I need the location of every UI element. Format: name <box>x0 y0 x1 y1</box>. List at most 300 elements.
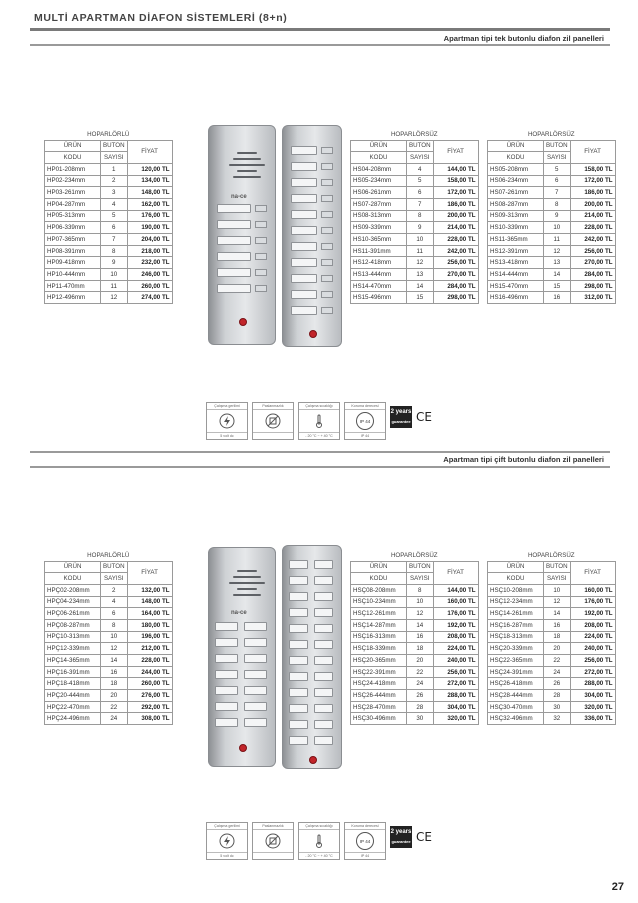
product-code: HSÇ30-496mm <box>351 713 407 725</box>
speaker-grill <box>237 570 257 572</box>
warranty-label: 2 years <box>390 829 412 835</box>
name-slot <box>289 576 308 585</box>
button-count: 16 <box>544 619 571 631</box>
button-count: 10 <box>407 596 434 608</box>
button-count: 8 <box>407 210 434 222</box>
button-count: 13 <box>544 257 571 269</box>
price: 256,00 TL <box>570 245 615 257</box>
table-row <box>45 210 173 222</box>
table-row <box>351 198 479 210</box>
column-header-count: BUTON <box>407 561 434 573</box>
bell-button <box>255 221 267 228</box>
section-subtitle: Apartman tipi çift butonlu diafon zil panelleri <box>443 455 604 464</box>
name-slot <box>244 638 267 647</box>
table-row <box>351 655 479 667</box>
price: 186,00 TL <box>433 198 478 210</box>
column-header-price: FİYAT <box>570 561 615 584</box>
product-code: HS12-391mm <box>488 245 544 257</box>
button-count: 13 <box>407 269 434 281</box>
button-count: 7 <box>407 198 434 210</box>
table-row <box>351 608 479 620</box>
product-code: HS13-418mm <box>488 257 544 269</box>
product-code: HSÇ16-313mm <box>351 631 407 643</box>
product-code: HP04-287mm <box>45 198 101 210</box>
button-count: 30 <box>544 701 571 713</box>
feature-value <box>253 852 293 859</box>
feature-value: IP 44 <box>345 852 385 859</box>
speaker-grill <box>233 576 261 578</box>
name-slot <box>314 640 333 649</box>
table-group-header: HOPARLÖRSÜZ <box>351 129 479 140</box>
price-table <box>487 550 616 725</box>
bell-button <box>321 227 333 234</box>
price: 276,00 TL <box>127 690 172 702</box>
product-code: HS16-496mm <box>488 292 544 304</box>
name-slot <box>314 672 333 681</box>
price: 162,00 TL <box>127 198 172 210</box>
page-number: 27 <box>611 881 624 893</box>
price: 312,00 TL <box>570 292 615 304</box>
bell-button <box>255 205 267 212</box>
product-code: HSÇ12-261mm <box>351 608 407 620</box>
column-header-code-sub: KODU <box>351 573 407 585</box>
table-row <box>351 619 479 631</box>
table-row <box>45 163 173 175</box>
button-count: 28 <box>544 690 571 702</box>
warranty-sub: guarantee <box>391 419 411 424</box>
button-count: 11 <box>407 245 434 257</box>
price: 284,00 TL <box>433 280 478 292</box>
price: 148,00 TL <box>127 596 172 608</box>
name-slot <box>244 654 267 663</box>
button-count: 6 <box>544 175 571 187</box>
product-code: HSÇ10-234mm <box>351 596 407 608</box>
button-count: 1 <box>101 163 128 175</box>
product-code: HSÇ10-208mm <box>488 584 544 596</box>
price: 270,00 TL <box>433 269 478 281</box>
column-header-count: BUTON <box>101 561 128 573</box>
price: 274,00 TL <box>127 292 172 304</box>
button-count: 26 <box>407 690 434 702</box>
table-group-header: HOPARLÖRLÜ <box>45 129 173 140</box>
table-row <box>45 187 173 199</box>
table-row <box>45 175 173 187</box>
price: 272,00 TL <box>433 678 478 690</box>
table-row <box>488 655 616 667</box>
bell-button <box>321 243 333 250</box>
table-row <box>488 666 616 678</box>
name-slot <box>291 162 317 171</box>
table-row <box>351 643 479 655</box>
feature-icon-box <box>206 822 248 860</box>
price: 298,00 TL <box>433 292 478 304</box>
table-row <box>45 596 173 608</box>
product-code: HS09-313mm <box>488 210 544 222</box>
name-slot <box>244 670 267 679</box>
speaker-grill <box>237 170 257 172</box>
product-code: HPÇ04-234mm <box>45 596 101 608</box>
speaker-grill <box>237 152 257 154</box>
price: 240,00 TL <box>570 643 615 655</box>
column-header-code: ÜRÜN <box>45 140 101 152</box>
name-slot <box>291 290 317 299</box>
price: 320,00 TL <box>433 713 478 725</box>
price: 244,00 TL <box>127 666 172 678</box>
feature-caption: Koruma derecesi <box>345 823 385 830</box>
ip-rating-icon <box>345 830 385 852</box>
feature-caption: Paslanmazlık <box>253 403 293 410</box>
product-code: HSÇ18-339mm <box>351 643 407 655</box>
table-row <box>488 269 616 281</box>
price: 172,00 TL <box>433 187 478 199</box>
table-group-header: HOPARLÖRLÜ <box>45 550 173 561</box>
button-count: 6 <box>101 222 128 234</box>
price: 242,00 TL <box>433 245 478 257</box>
name-slot <box>314 608 333 617</box>
name-slot <box>215 654 238 663</box>
table-group-header: HOPARLÖRSÜZ <box>488 129 616 140</box>
table-row <box>488 222 616 234</box>
price: 192,00 TL <box>570 608 615 620</box>
table-row <box>351 666 479 678</box>
column-header-code: ÜRÜN <box>351 561 407 573</box>
name-slot <box>244 702 267 711</box>
table-row <box>351 584 479 596</box>
price: 292,00 TL <box>127 701 172 713</box>
bell-button <box>321 307 333 314</box>
bell-button <box>255 269 267 276</box>
product-code: HS08-313mm <box>351 210 407 222</box>
table-row <box>488 210 616 222</box>
column-header-code-sub: KODU <box>488 573 544 585</box>
price: 204,00 TL <box>127 234 172 246</box>
name-slot <box>289 640 308 649</box>
button-count: 9 <box>101 257 128 269</box>
button-count: 18 <box>407 643 434 655</box>
name-slot <box>217 284 251 293</box>
product-code: HPÇ10-313mm <box>45 631 101 643</box>
price-table <box>350 550 479 725</box>
name-slot <box>291 178 317 187</box>
button-count: 6 <box>407 187 434 199</box>
name-slot <box>244 686 267 695</box>
product-code: HSÇ26-418mm <box>488 678 544 690</box>
name-slot <box>291 210 317 219</box>
column-header-code-sub: KODU <box>488 152 544 164</box>
product-code: HSÇ24-391mm <box>488 666 544 678</box>
price: 208,00 TL <box>433 631 478 643</box>
product-code: HSÇ28-470mm <box>351 701 407 713</box>
product-code: HSÇ28-444mm <box>488 690 544 702</box>
ip-rating-mark: IP 44 <box>356 832 374 850</box>
button-count: 14 <box>407 619 434 631</box>
ce-mark: CE <box>416 830 432 844</box>
price-table <box>487 129 616 304</box>
table-row <box>351 187 479 199</box>
name-slot <box>291 258 317 267</box>
name-slot <box>215 670 238 679</box>
button-count: 16 <box>544 292 571 304</box>
feature-caption: Çalışma gerilimi <box>207 403 247 410</box>
button-count: 4 <box>101 198 128 210</box>
product-code: HS12-418mm <box>351 257 407 269</box>
price: 176,00 TL <box>127 210 172 222</box>
column-header-count-sub: SAYISI <box>407 152 434 164</box>
feature-value: - 20 °C ~ + 40 °C <box>299 852 339 859</box>
table-row <box>351 292 479 304</box>
product-code: HS07-261mm <box>488 187 544 199</box>
ip-rating-mark: IP 44 <box>356 412 374 430</box>
feature-value: 5 volt dc <box>207 432 247 439</box>
price: 160,00 TL <box>570 584 615 596</box>
product-code: HPÇ18-418mm <box>45 678 101 690</box>
button-count: 15 <box>544 280 571 292</box>
price: 228,00 TL <box>433 234 478 246</box>
table-row <box>351 222 479 234</box>
name-slot <box>289 720 308 729</box>
price: 232,00 TL <box>127 257 172 269</box>
product-code: HS13-444mm <box>351 269 407 281</box>
table-row <box>488 678 616 690</box>
table-row <box>45 198 173 210</box>
feature-icon-box <box>252 402 294 440</box>
table-row <box>45 222 173 234</box>
name-slot <box>314 624 333 633</box>
column-header-count-sub: SAYISI <box>407 573 434 585</box>
feature-icon-box <box>298 402 340 440</box>
product-code: HP02-234mm <box>45 175 101 187</box>
table-row <box>45 666 173 678</box>
price: 246,00 TL <box>127 269 172 281</box>
price: 256,00 TL <box>433 666 478 678</box>
button-count: 12 <box>544 245 571 257</box>
price: 158,00 TL <box>570 163 615 175</box>
column-header-code-sub: KODU <box>45 152 101 164</box>
name-slot <box>314 688 333 697</box>
product-code: HS07-287mm <box>351 198 407 210</box>
speaker-grill <box>229 164 265 166</box>
name-slot <box>289 560 308 569</box>
price: 272,00 TL <box>570 666 615 678</box>
product-code: HSÇ12-234mm <box>488 596 544 608</box>
product-code: HPÇ02-208mm <box>45 584 101 596</box>
name-slot <box>217 252 251 261</box>
name-slot <box>215 686 238 695</box>
product-code: HSÇ26-444mm <box>351 690 407 702</box>
button-count: 8 <box>407 584 434 596</box>
price-table <box>44 550 173 725</box>
table-row <box>488 292 616 304</box>
table-row <box>45 269 173 281</box>
name-slot <box>314 592 333 601</box>
name-slot <box>217 204 251 213</box>
button-count: 20 <box>101 690 128 702</box>
product-code: HSÇ18-313mm <box>488 631 544 643</box>
price: 224,00 TL <box>570 631 615 643</box>
feature-caption: Koruma derecesi <box>345 403 385 410</box>
product-code: HP05-313mm <box>45 210 101 222</box>
table-row <box>488 234 616 246</box>
column-header-code-sub: KODU <box>351 152 407 164</box>
section-subtitle: Apartman tipi tek butonlu diafon zil panelleri <box>443 34 604 43</box>
button-count: 16 <box>407 631 434 643</box>
button-count: 2 <box>101 175 128 187</box>
intercom-panel-image <box>208 547 276 767</box>
product-code: HSÇ08-208mm <box>351 584 407 596</box>
price: 288,00 TL <box>570 678 615 690</box>
name-slot <box>314 736 333 745</box>
product-code: HS09-339mm <box>351 222 407 234</box>
price: 240,00 TL <box>433 655 478 667</box>
name-slot <box>289 672 308 681</box>
price: 242,00 TL <box>570 234 615 246</box>
column-header-count: BUTON <box>544 140 571 152</box>
button-count: 9 <box>407 222 434 234</box>
feature-value: - 20 °C ~ + 40 °C <box>299 432 339 439</box>
price: 214,00 TL <box>433 222 478 234</box>
table-row <box>488 280 616 292</box>
button-count: 26 <box>544 678 571 690</box>
product-code: HSÇ24-418mm <box>351 678 407 690</box>
product-code: HSÇ14-261mm <box>488 608 544 620</box>
column-header-code: ÜRÜN <box>45 561 101 573</box>
table-row <box>488 608 616 620</box>
table-row <box>45 678 173 690</box>
column-header-price: FİYAT <box>127 561 172 584</box>
button-count: 12 <box>407 608 434 620</box>
price: 270,00 TL <box>570 257 615 269</box>
price: 196,00 TL <box>127 631 172 643</box>
column-header-code: ÜRÜN <box>488 561 544 573</box>
name-slot <box>291 274 317 283</box>
voltage-icon <box>207 410 247 432</box>
button-count: 8 <box>101 619 128 631</box>
table-row <box>488 187 616 199</box>
feature-caption: Çalışma sıcaklığı <box>299 823 339 830</box>
ce-mark: CE <box>416 410 432 424</box>
table-row <box>351 163 479 175</box>
name-slot <box>215 638 238 647</box>
column-header-count-sub: SAYISI <box>101 573 128 585</box>
bell-button <box>255 285 267 292</box>
table-row <box>45 713 173 725</box>
name-slot <box>314 704 333 713</box>
button-count: 16 <box>101 666 128 678</box>
price: 208,00 TL <box>570 619 615 631</box>
price: 176,00 TL <box>570 596 615 608</box>
feature-caption: Çalışma gerilimi <box>207 823 247 830</box>
bell-button <box>321 163 333 170</box>
product-code: HS14-444mm <box>488 269 544 281</box>
name-slot <box>215 718 238 727</box>
price-table <box>350 129 479 304</box>
price: 288,00 TL <box>433 690 478 702</box>
button-count: 10 <box>544 222 571 234</box>
button-count: 11 <box>544 234 571 246</box>
feature-icons <box>206 822 432 860</box>
product-code: HPÇ22-470mm <box>45 701 101 713</box>
name-slot <box>314 720 333 729</box>
name-slot <box>289 592 308 601</box>
title-rule <box>30 28 610 31</box>
table-row <box>45 257 173 269</box>
table-row <box>351 690 479 702</box>
price: 200,00 TL <box>570 198 615 210</box>
button-count: 18 <box>101 678 128 690</box>
product-code: HS05-234mm <box>351 175 407 187</box>
bell-button <box>321 291 333 298</box>
table-row <box>45 619 173 631</box>
product-code: HP10-444mm <box>45 269 101 281</box>
table-row <box>351 713 479 725</box>
column-header-count-sub: SAYISI <box>544 152 571 164</box>
button-count: 4 <box>101 596 128 608</box>
name-slot <box>291 226 317 235</box>
price: 148,00 TL <box>127 187 172 199</box>
product-code: HS06-261mm <box>351 187 407 199</box>
name-slot <box>314 576 333 585</box>
column-header-count: BUTON <box>101 140 128 152</box>
table-row <box>351 596 479 608</box>
price: 304,00 TL <box>570 690 615 702</box>
price: 260,00 TL <box>127 280 172 292</box>
price: 200,00 TL <box>433 210 478 222</box>
table-row <box>488 584 616 596</box>
table-row <box>351 245 479 257</box>
product-code: HSÇ14-287mm <box>351 619 407 631</box>
button-count: 5 <box>101 210 128 222</box>
feature-icons <box>206 402 432 440</box>
product-code: HSÇ16-287mm <box>488 619 544 631</box>
brand-logo: na-ce <box>231 194 247 200</box>
table-row <box>45 608 173 620</box>
price: 158,00 TL <box>433 175 478 187</box>
column-header-count: BUTON <box>544 561 571 573</box>
table-row <box>45 701 173 713</box>
button-count: 32 <box>544 713 571 725</box>
section-rule <box>30 44 610 46</box>
status-led <box>309 756 317 764</box>
product-code: HS10-339mm <box>488 222 544 234</box>
feature-caption: Çalışma sıcaklığı <box>299 403 339 410</box>
price: 176,00 TL <box>433 608 478 620</box>
table-row <box>351 175 479 187</box>
product-code: HS11-365mm <box>488 234 544 246</box>
price: 186,00 TL <box>570 187 615 199</box>
table-row <box>351 701 479 713</box>
product-code: HPÇ14-365mm <box>45 655 101 667</box>
price: 120,00 TL <box>127 163 172 175</box>
button-count: 30 <box>407 713 434 725</box>
product-code: HS11-391mm <box>351 245 407 257</box>
status-led <box>309 330 317 338</box>
table-row <box>351 234 479 246</box>
name-slot <box>291 146 317 155</box>
name-slot <box>289 704 308 713</box>
price: 228,00 TL <box>127 655 172 667</box>
warranty-badge <box>390 406 412 428</box>
speaker-grill <box>233 158 261 160</box>
product-code: HSÇ22-365mm <box>488 655 544 667</box>
feature-icon-box <box>344 402 386 440</box>
name-slot <box>217 236 251 245</box>
button-count: 24 <box>407 678 434 690</box>
product-code: HS08-287mm <box>488 198 544 210</box>
product-code: HPÇ24-496mm <box>45 713 101 725</box>
price: 228,00 TL <box>570 222 615 234</box>
button-count: 22 <box>407 666 434 678</box>
price: 164,00 TL <box>127 608 172 620</box>
